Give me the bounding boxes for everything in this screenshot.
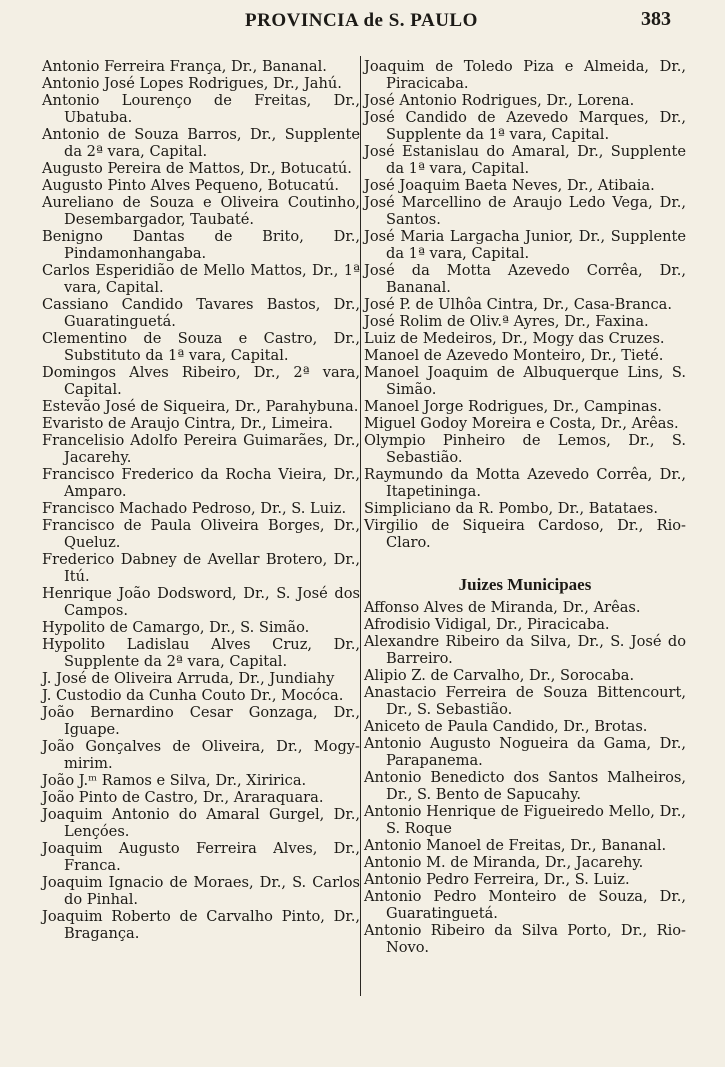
- list-item: Joaquim Antonio do Amaral Gurgel, Dr., Lençóes.: [42, 806, 360, 840]
- right-column: [364, 58, 686, 956]
- list-item: Evaristo de Araujo Cintra, Dr., Limeira.: [42, 415, 334, 432]
- list-item: Joaquim Roberto de Carvalho Pinto, Dr., Bragança.: [42, 908, 360, 942]
- list-item: Affonso Alves de Miranda, Dr., Arêas.: [364, 599, 641, 616]
- list-item: Antonio Pedro Monteiro de Souza, Dr., Guaratinguetá.: [364, 888, 686, 922]
- list-item: José P. de Ulhôa Cintra, Dr., Casa-Branca.: [364, 296, 672, 313]
- list-item: João Gonçalves de Oliveira, Dr., Mogy-mirim.: [42, 738, 360, 772]
- list-item: Francelisio Adolfo Pereira Guimarães, Dr., Jacarehy.: [42, 432, 360, 466]
- left-column: [42, 58, 360, 942]
- list-item: Antonio José Lopes Rodrigues, Dr., Jahú.: [42, 75, 342, 92]
- list-item: Domingos Alves Ribeiro, Dr., 2ª vara, Capital.: [42, 364, 360, 398]
- section-title: Juizes Municipaes: [458, 575, 592, 594]
- list-item: Manoel Jorge Rodrigues, Dr., Campinas.: [364, 398, 662, 415]
- list-item: Hypolito de Camargo, Dr., S. Simão.: [42, 619, 310, 636]
- list-item: Alipio Z. de Carvalho, Dr., Sorocaba.: [364, 667, 635, 684]
- list-item: Francisco Machado Pedroso, Dr., S. Luiz.: [42, 500, 347, 517]
- list-item: Raymundo da Motta Azevedo Corrêa, Dr., Itapetininga.: [364, 466, 686, 500]
- page-header: [0, 6, 725, 36]
- list-item: João Bernardino Cesar Gonzaga, Dr., Iguape.: [42, 704, 360, 738]
- list-item: Antonio Lourenço de Freitas, Dr., Ubatuba.: [42, 92, 360, 126]
- page-title: PROVINCIA de S. PAULO: [245, 10, 478, 31]
- list-item: Antonio M. de Miranda, Dr., Jacarehy.: [364, 854, 644, 871]
- list-item: Antonio Ribeiro da Silva Porto, Dr., Rio-Novo.: [364, 922, 686, 956]
- list-item: Antonio Ferreira França, Dr., Bananal.: [42, 58, 327, 75]
- list-item: Antonio Benedicto dos Santos Malheiros, Dr., S. Bento de Sapucahy.: [364, 769, 686, 803]
- list-item: Antonio Pedro Ferreira, Dr., S. Luiz.: [364, 871, 630, 888]
- list-item: Simpliciano da R. Pombo, Dr., Batataes.: [364, 500, 659, 517]
- list-item: J. José de Oliveira Arruda, Dr., Jundiahy: [42, 670, 335, 687]
- list-item: Francisco Frederico da Rocha Vieira, Dr., Amparo.: [42, 466, 360, 500]
- list-item: Carlos Esperidião de Mello Mattos, Dr., 1ª vara, Capital.: [42, 262, 360, 296]
- list-item: Cassiano Candido Tavares Bastos, Dr., Guaratinguetá.: [42, 296, 360, 330]
- list-item: Olympio Pinheiro de Lemos, Dr., S. Sebastião.: [364, 432, 686, 466]
- list-item: Luiz de Medeiros, Dr., Mogy das Cruzes.: [364, 330, 665, 347]
- list-item: José Maria Largacha Junior, Dr., Supplente da 1ª vara, Capital.: [364, 228, 686, 262]
- list-item: Anastacio Ferreira de Souza Bittencourt, Dr., S. Sebastião.: [364, 684, 686, 718]
- list-item: Joaquim de Toledo Piza e Almeida, Dr., Piracicaba.: [364, 58, 686, 92]
- list-item: Augusto Pereira de Mattos, Dr., Botucatú.: [42, 160, 352, 177]
- list-item: Antonio Augusto Nogueira da Gama, Dr., Parapanema.: [364, 735, 686, 769]
- list-item: José Joaquim Baeta Neves, Dr., Atibaia.: [364, 177, 655, 194]
- list-item: Alexandre Ribeiro da Silva, Dr., S. José do Barreiro.: [364, 633, 686, 667]
- list-item: Augusto Pinto Alves Pequeno, Botucatú.: [42, 177, 340, 194]
- list-item: Aureliano de Souza e Oliveira Coutinho, Desembargador, Taubaté.: [42, 194, 360, 228]
- list-item: Estevão José de Siqueira, Dr., Parahybuna.: [42, 398, 359, 415]
- list-item: Frederico Dabney de Avellar Brotero, Dr., Itú.: [42, 551, 360, 585]
- list-item: Joaquim Ignacio de Moraes, Dr., S. Carlos do Pinhal.: [42, 874, 360, 908]
- list-item: Miguel Godoy Moreira e Costa, Dr., Arêas.: [364, 415, 679, 432]
- list-item: Henrique João Dodsword, Dr., S. José dos Campos.: [42, 585, 360, 619]
- right-column-top-list: [364, 58, 686, 551]
- list-item: Virgilio de Siqueira Cardoso, Dr., Rio-Claro.: [364, 517, 686, 551]
- list-item: José Estanislau do Amaral, Dr., Supplente da 1ª vara, Capital.: [364, 143, 686, 177]
- list-item: J. Custodio da Cunha Couto Dr., Mocóca.: [42, 687, 344, 704]
- column-divider: [360, 56, 361, 996]
- list-item: Manoel de Azevedo Monteiro, Dr., Tieté.: [364, 347, 664, 364]
- list-item: José Rolim de Oliv.ª Ayres, Dr., Faxina.: [364, 313, 649, 330]
- page-number: 383: [641, 8, 671, 30]
- list-item: José Antonio Rodrigues, Dr., Lorena.: [364, 92, 635, 109]
- list-item: José Marcellino de Araujo Ledo Vega, Dr., Santos.: [364, 194, 686, 228]
- list-item: Aniceto de Paula Candido, Dr., Brotas.: [364, 718, 648, 735]
- list-item: João Pinto de Castro, Dr., Araraquara.: [42, 789, 324, 806]
- right-column-bottom-list: [364, 599, 686, 956]
- list-item: Afrodisio Vidigal, Dr., Piracicaba.: [364, 616, 610, 633]
- list-item: Antonio Henrique de Figueiredo Mello, Dr., S. Roque: [364, 803, 686, 837]
- list-item: Francisco de Paula Oliveira Borges, Dr., Queluz.: [42, 517, 360, 551]
- list-item: José Candido de Azevedo Marques, Dr., Supplente da 1ª vara, Capital.: [364, 109, 686, 143]
- list-item: Hypolito Ladislau Alves Cruz, Dr., Supplente da 2ª vara, Capital.: [42, 636, 360, 670]
- list-item: Antonio de Souza Barros, Dr., Supplente da 2ª vara, Capital.: [42, 126, 360, 160]
- list-item: Benigno Dantas de Brito, Dr., Pindamonhangaba.: [42, 228, 360, 262]
- list-item: Antonio Manoel de Freitas, Dr., Bananal.: [364, 837, 667, 854]
- list-item: Manoel Joaquim de Albuquerque Lins, S. Simão.: [364, 364, 686, 398]
- list-item: Joaquim Augusto Ferreira Alves, Dr., Franca.: [42, 840, 360, 874]
- list-item: João J.ᵐ Ramos e Silva, Dr., Xiririca.: [42, 772, 307, 789]
- list-item: Clementino de Souza e Castro, Dr., Substituto da 1ª vara, Capital.: [42, 330, 360, 364]
- list-item: José da Motta Azevedo Corrêa, Dr., Bananal.: [364, 262, 686, 296]
